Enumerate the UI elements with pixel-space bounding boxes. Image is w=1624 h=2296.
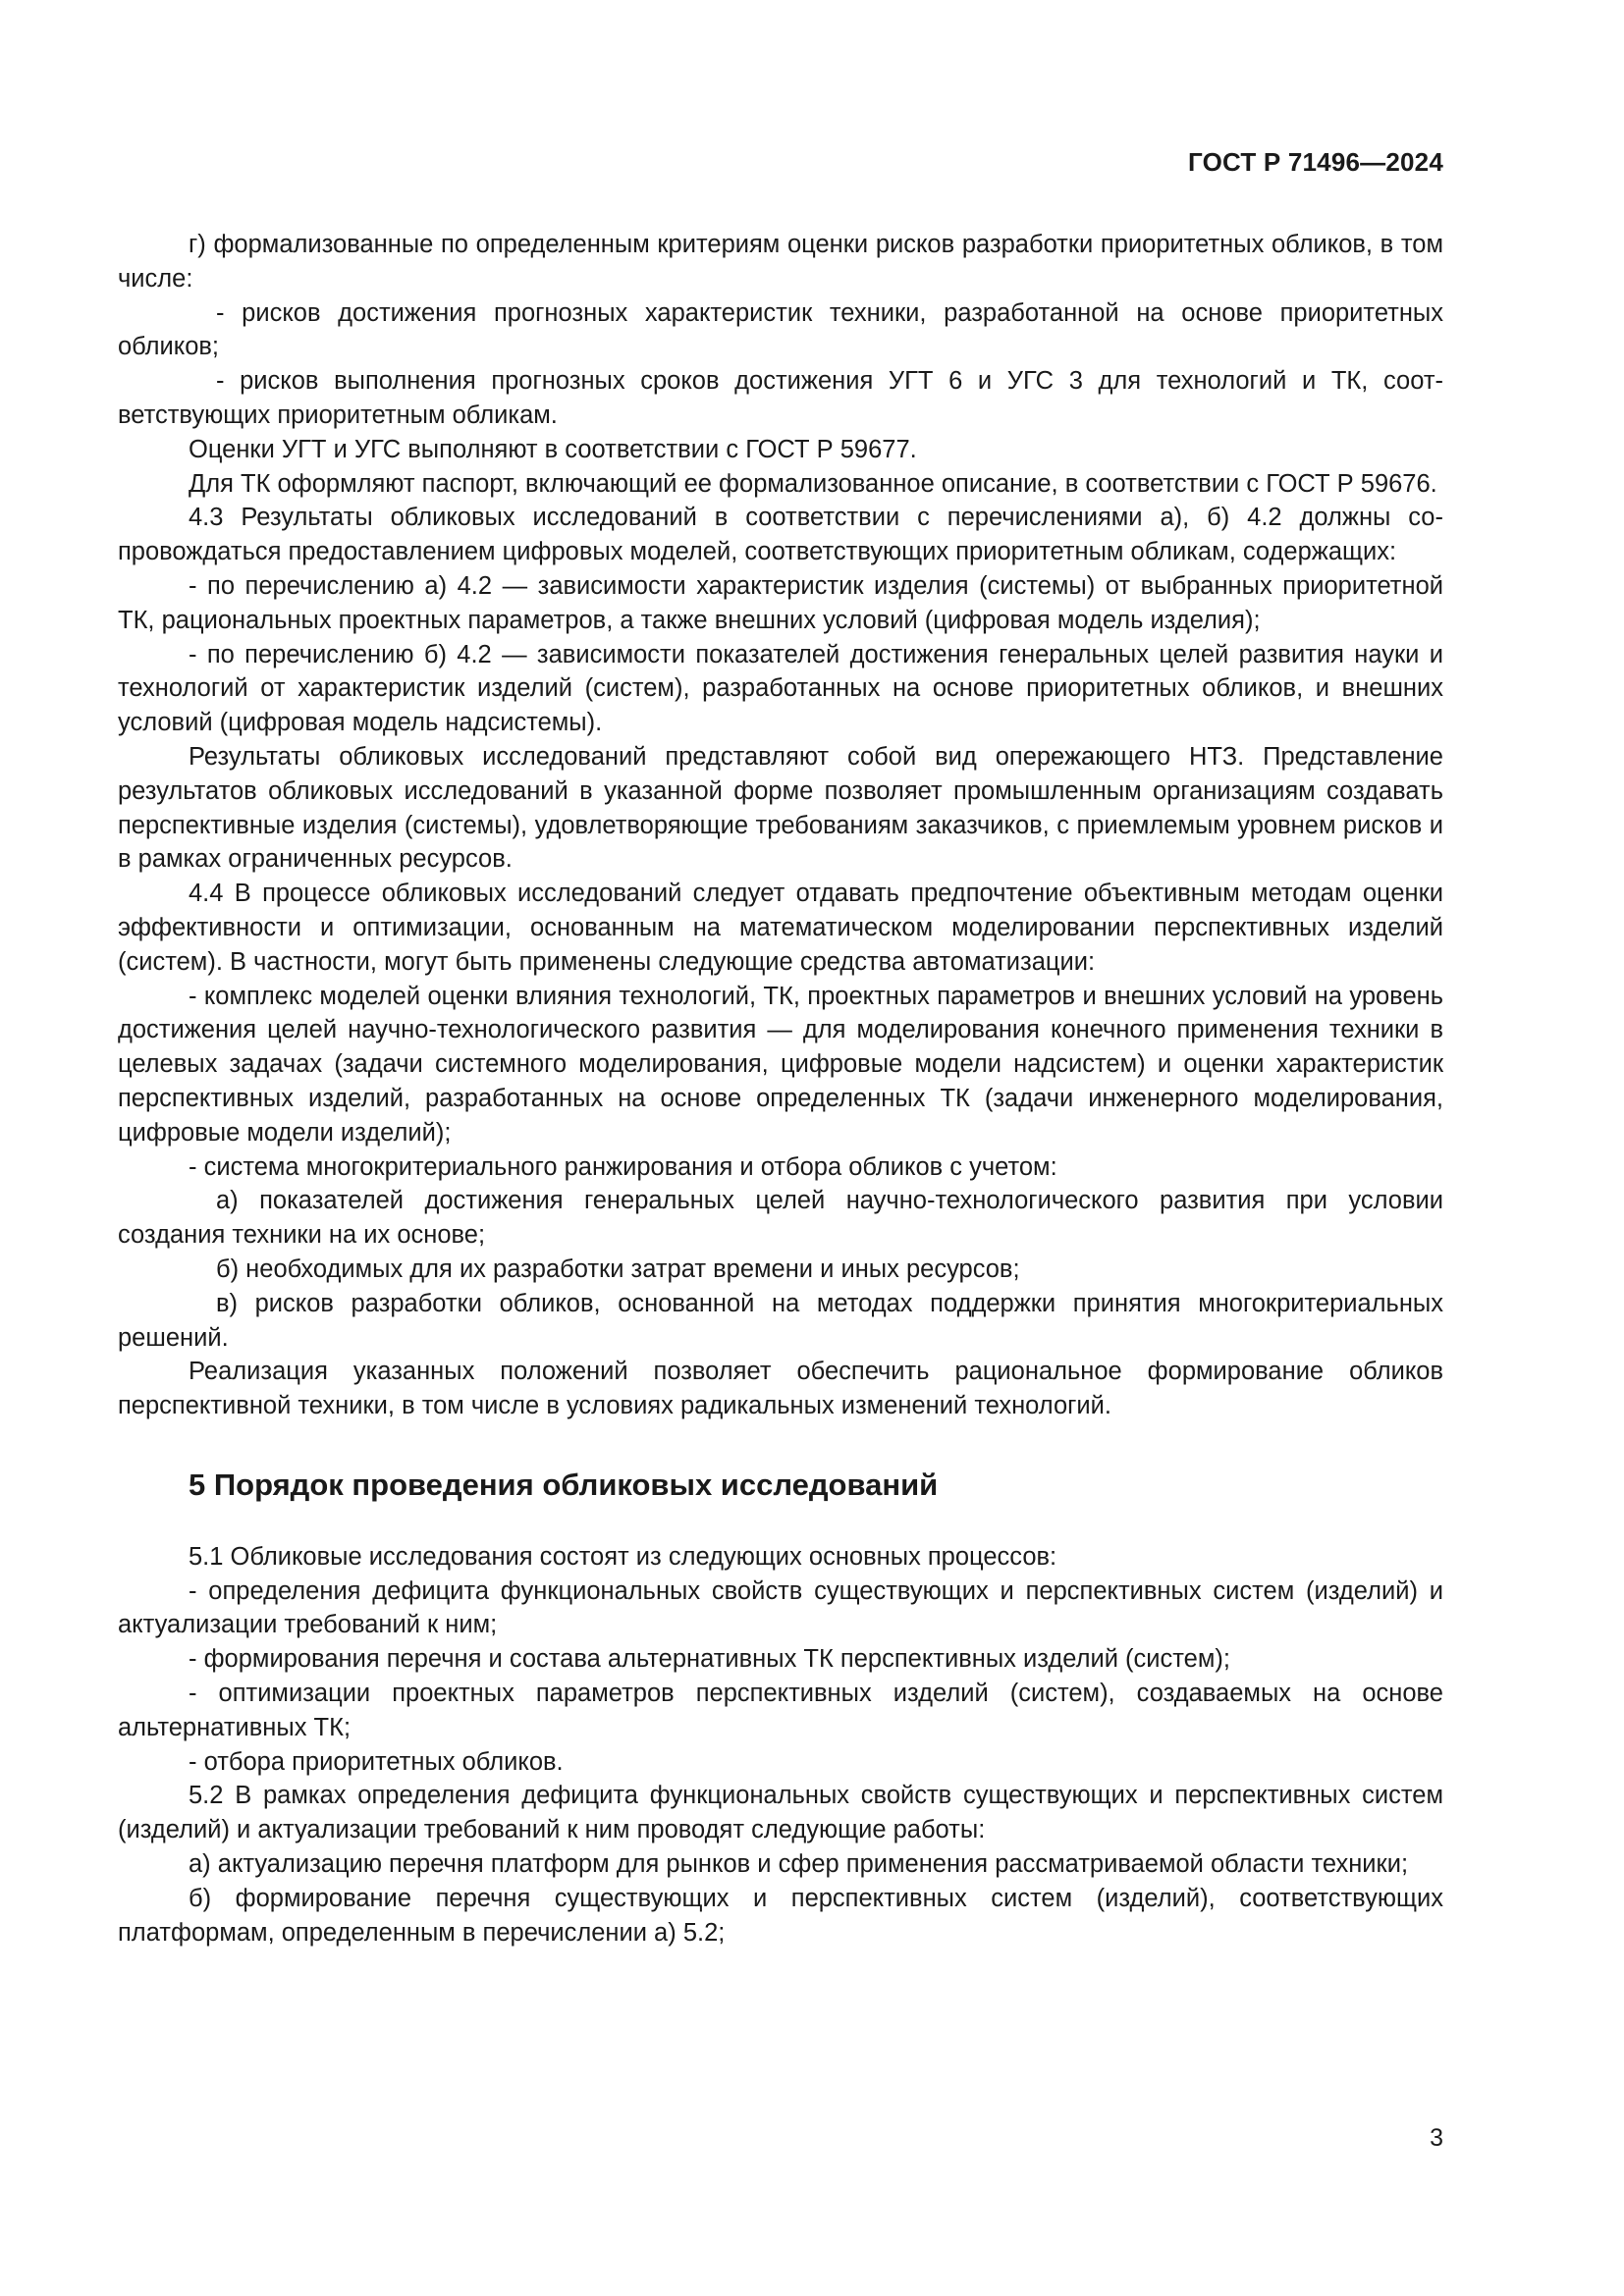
list-item: - рисков выполнения прогнозных сроков достижения УГТ 6 и УГС 3 для технологий и ТК, соответствующих приоритетным обликам.	[118, 367, 1443, 429]
sub-list-item: в) рисков разработки обликов, основанной на методах поддержки принятия многокритериальных решений.	[118, 1289, 1443, 1352]
clause-4-3: 4.3 Результаты обликовых исследований в соответствии с перечислениями а), б) 4.2 должны сопровождаться предоставлением цифровых моделей, соответствующих приоритетным обликам, содержащих:	[118, 504, 1443, 566]
paragraph: Результаты обликовых исследований представляют собой вид опережающего НТЗ. Представление результатов обликовых исследований в указанной форме позволяет промышленным организациям создавать перспективные изделия (системы), удовлетворяющие требованиям заказчиков, с приемлемым уровнем рисков и в рамках ограниченных ресурсов.	[118, 742, 1443, 874]
list-item: - рисков достижения прогнозных характеристик техники, разработанной на основе приоритетных обликов;	[118, 298, 1443, 361]
list-item: - комплекс моделей оценки влияния технологий, ТК, проектных параметров и внешних условий на уровень достижения целей научно-технологического развития — для моделирования конечного применения техники в целевых задачах (задачи системного моделирования, цифровые модели надсистем) и оценки характеристик перспективных изделий, разработанных на основе определенных ТК (задачи инженерного моделирования, цифровые модели изделий);	[118, 982, 1443, 1147]
paragraph: г) формализованные по определенным критериям оценки рисков разработки приоритетных обликов, в том числе:	[118, 231, 1443, 293]
list-item: б) формирование перечня существующих и перспективных систем (изделий), соответствующих платформам, определенным в перечислении а) 5.2;	[118, 1884, 1443, 1947]
paragraph: Оценки УГТ и УГС выполняют в соответствии с ГОСТ Р 59677.	[189, 435, 917, 463]
clause-5-2: 5.2 В рамках определения дефицита функциональных свойств существующих и перспективных систем (изделий) и актуализации требований к ним проводят следующие работы:	[118, 1782, 1443, 1844]
clause-4-4: 4.4 В процессе обликовых исследований следует отдавать предпочтение объективным методам оценки эффективности и оптимизации, основанным на математическом моделировании перспективных изделий (систем). В частности, могут быть применены следующие средства автоматизации:	[118, 880, 1443, 976]
list-item: - определения дефицита функциональных свойств существующих и перспективных систем (изделий) и актуализации требований к ним;	[118, 1576, 1443, 1639]
paragraph: Для ТК оформляют паспорт, включающий ее формализованное описание, в соответствии с ГОСТ Р 59676.	[189, 469, 1437, 498]
document-designation: ГОСТ Р 71496—2024	[1188, 147, 1443, 177]
list-item: - по перечислению б) 4.2 — зависимости показателей достижения генеральных целей развития науки и технологий от характеристик изделий (систем), разработанных на основе приоритетных обликов, и внешних условий (цифровая модель надсистемы).	[118, 640, 1443, 737]
list-item: - оптимизации проектных параметров перспективных изделий (систем), создаваемых на основе альтернативных ТК;	[118, 1680, 1443, 1741]
section-heading: 5 Порядок проведения обликовых исследований	[189, 1467, 939, 1502]
list-item: - система многокритериального ранжирования и отбора обликов с учетом:	[189, 1152, 1057, 1181]
sub-list-item: б) необходимых для их разработки затрат времени и иных ресурсов;	[216, 1255, 1020, 1283]
page-number: 3	[1430, 2124, 1443, 2152]
sub-list-item: а) показателей достижения генеральных целей научно-технологического развития при условии создания техники на их основе;	[118, 1187, 1443, 1250]
list-item: - отбора приоритетных обликов.	[189, 1747, 564, 1776]
clause-5-1: 5.1 Обликовые исследования состоят из следующих основных процессов:	[189, 1542, 1057, 1571]
list-item: - формирования перечня и состава альтернативных ТК перспективных изделий (систем);	[189, 1645, 1230, 1674]
paragraph: Реализация указанных положений позволяет обеспечить рациональное формирование обликов перспективной техники, в том числе в условиях радикальных изменений технологий.	[118, 1358, 1443, 1420]
list-item: а) актуализацию перечня платформ для рынков и сфер применения рассматриваемой области техники;	[189, 1850, 1409, 1879]
list-item: - по перечислению а) 4.2 — зависимости характеристик изделия (системы) от выбранных приоритетной ТК, рациональных проектных параметров, а также внешних условий (цифровая модель изделия);	[118, 571, 1443, 634]
page-body	[118, 228, 1443, 1949]
